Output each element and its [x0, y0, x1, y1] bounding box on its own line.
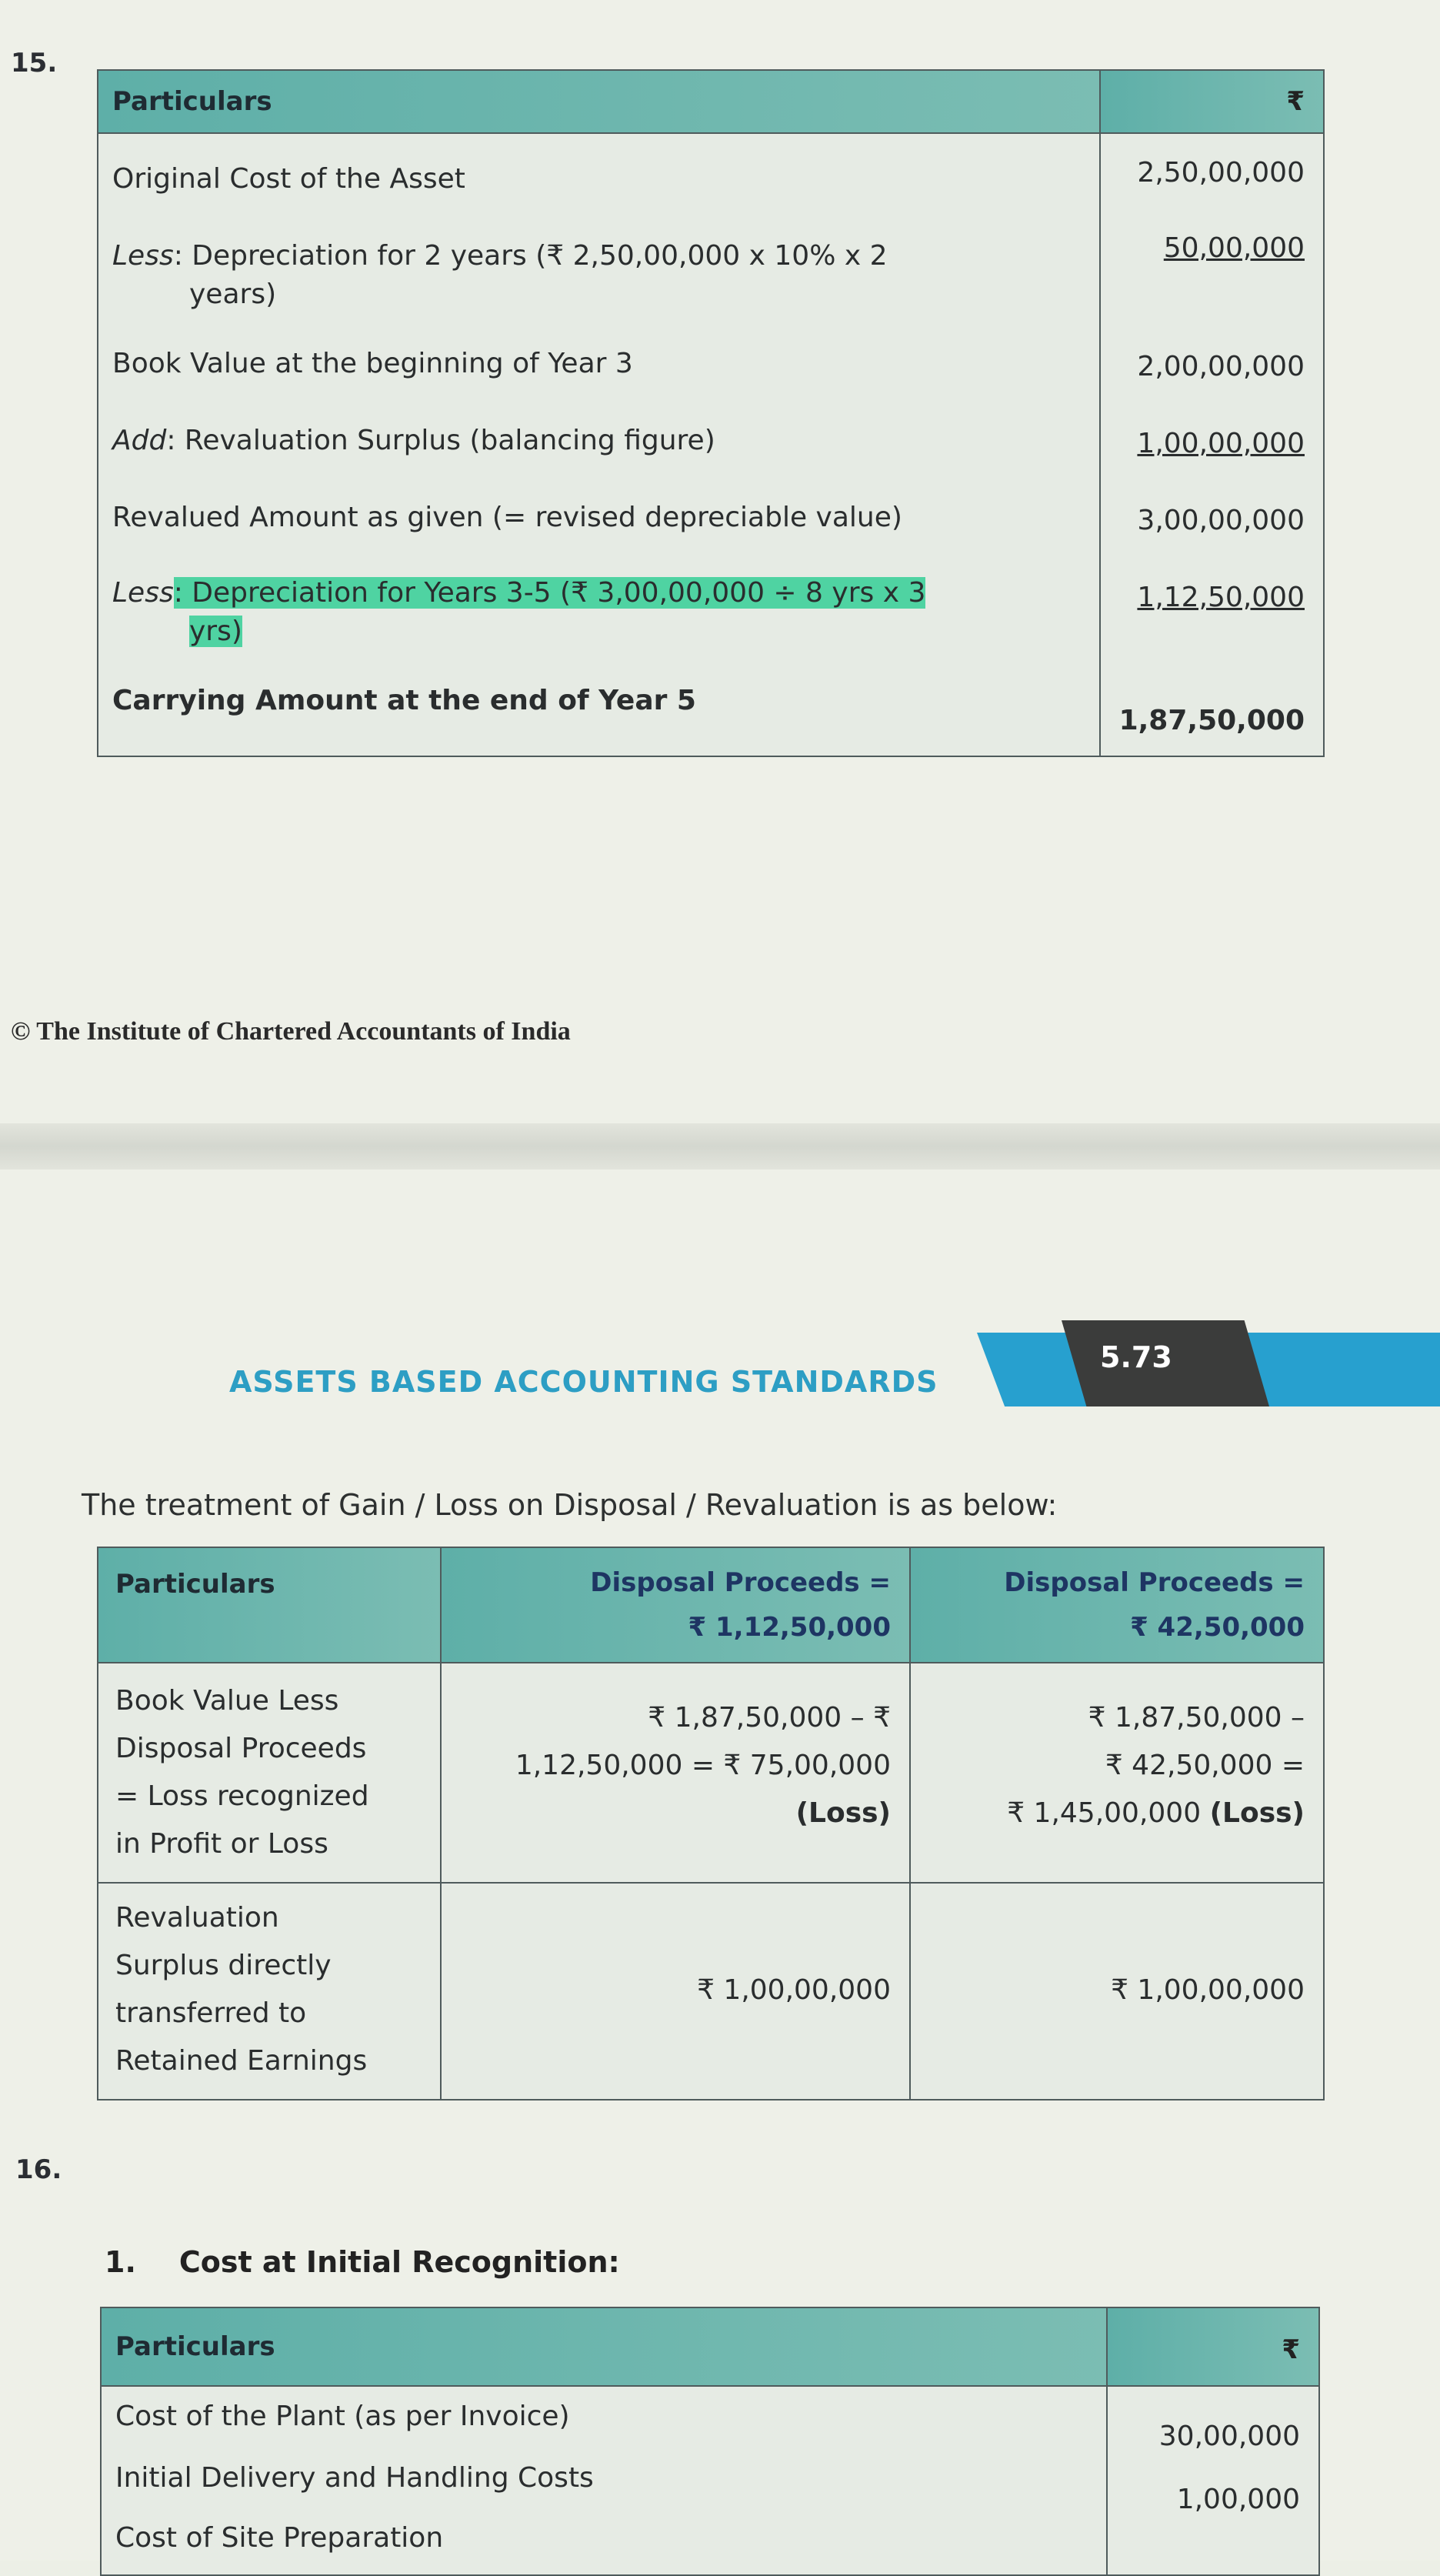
page-number: 5.73 [1100, 1340, 1172, 1374]
amount-revaluation-surplus: 1,00,00,000 [1137, 428, 1305, 459]
table-row-revaluation [98, 1883, 1324, 2100]
row-delivery-costs: Initial Delivery and Handling Costs [115, 2462, 594, 2494]
row-less-depreciation-cont: years) [189, 279, 277, 310]
amount-delivery-costs: 1,00,000 [1176, 2484, 1300, 2515]
page-bottom [0, 1170, 1440, 2561]
amount-book-value: 2,00,00,000 [1137, 351, 1305, 382]
intro-text: The treatment of Gain / Loss on Disposal / Revaluation is as below: [82, 1488, 1058, 1522]
currency-header: ₹ [1107, 2307, 1319, 2386]
highlighted-text: : Depreciation for Years 3-5 (₹ 3,00,00,000 ÷ 8 yrs x 3 [173, 577, 926, 609]
question-number-16: 16. [15, 2154, 62, 2185]
chapter-title: ASSETS BASED ACCOUNTING STANDARDS [229, 1365, 938, 1399]
amount-less-depreciation: 50,00,000 [1163, 232, 1305, 264]
disposal-col1-header: Disposal Proceeds = ₹ 1,12,50,000 [441, 1547, 910, 1663]
particulars-cell [98, 133, 1100, 756]
row-less-depreciation-3-5: Less: Depreciation for Years 3-5 (₹ 3,00,00,000 ÷ 8 yrs x 3 [112, 577, 926, 609]
amount-cell [1107, 2386, 1319, 2575]
gain-loss-table [97, 1547, 1325, 2101]
particulars-cell [101, 2386, 1107, 2575]
amount-original-cost: 2,50,00,000 [1137, 157, 1305, 189]
row-book-value: Book Value at the beginning of Year 3 [112, 348, 633, 379]
particulars-header: Particulars [98, 70, 1100, 133]
table-header-row [98, 1547, 1324, 1663]
amount-depreciation-3-5: 1,12,50,000 [1137, 582, 1305, 613]
row-site-preparation: Cost of Site Preparation [115, 2522, 444, 2554]
row-cost-of-plant: Cost of the Plant (as per Invoice) [115, 2401, 570, 2432]
revaluation-label-cell: Revaluation Surplus directly transferred to Retained Earnings [98, 1883, 441, 2100]
row-add-revaluation: Add: Revaluation Surplus (balancing figure) [112, 425, 715, 456]
section-heading: 1. Cost at Initial Recognition: [105, 2245, 620, 2279]
table-header-row [98, 70, 1324, 133]
row-revalued-amount: Revalued Amount as given (= revised depreciable value) [112, 502, 902, 533]
table-body-row [101, 2386, 1319, 2575]
amount-revalued: 3,00,00,000 [1137, 505, 1305, 536]
disposal-col2-header: Disposal Proceeds = ₹ 42,50,000 [910, 1547, 1324, 1663]
loss-col2-cell: ₹ 1,87,50,000 – ₹ 42,50,000 = ₹ 1,45,00,000 (Loss) [910, 1663, 1324, 1883]
amount-cell [1100, 133, 1324, 756]
page-gap [0, 1123, 1440, 1170]
revaluation-col1-cell: ₹ 1,00,00,000 [441, 1883, 910, 2100]
amount-carrying: 1,87,50,000 [1118, 705, 1305, 736]
currency-header: ₹ [1100, 70, 1324, 133]
copyright-footer: © The Institute of Chartered Accountants of India [11, 1017, 571, 1046]
revaluation-col2-cell: ₹ 1,00,00,000 [910, 1883, 1324, 2100]
table-row-loss [98, 1663, 1324, 1883]
cost-table [100, 2307, 1320, 2576]
row-carrying-amount: Carrying Amount at the end of Year 5 [112, 685, 696, 716]
question-number-15: 15. [11, 48, 58, 78]
table-header-row [101, 2307, 1319, 2386]
loss-label-cell: Book Value Less Disposal Proceeds = Loss recognized in Profit or Loss [98, 1663, 441, 1883]
loss-col1-cell: ₹ 1,87,50,000 – ₹ 1,12,50,000 = ₹ 75,00,000 (Loss) [441, 1663, 910, 1883]
row-less-depreciation-3-5-cont: yrs) [189, 616, 242, 647]
particulars-header: Particulars [98, 1547, 441, 1663]
particulars-header: Particulars [101, 2307, 1107, 2386]
depreciation-table [97, 69, 1325, 757]
amount-cost-of-plant: 30,00,000 [1158, 2421, 1300, 2452]
row-less-depreciation: Less: Depreciation for 2 years (₹ 2,50,00,000 x 10% x 2 [112, 240, 888, 272]
page-top [0, 0, 1440, 1123]
row-original-cost: Original Cost of the Asset [112, 163, 465, 195]
table-body-row [98, 133, 1324, 756]
